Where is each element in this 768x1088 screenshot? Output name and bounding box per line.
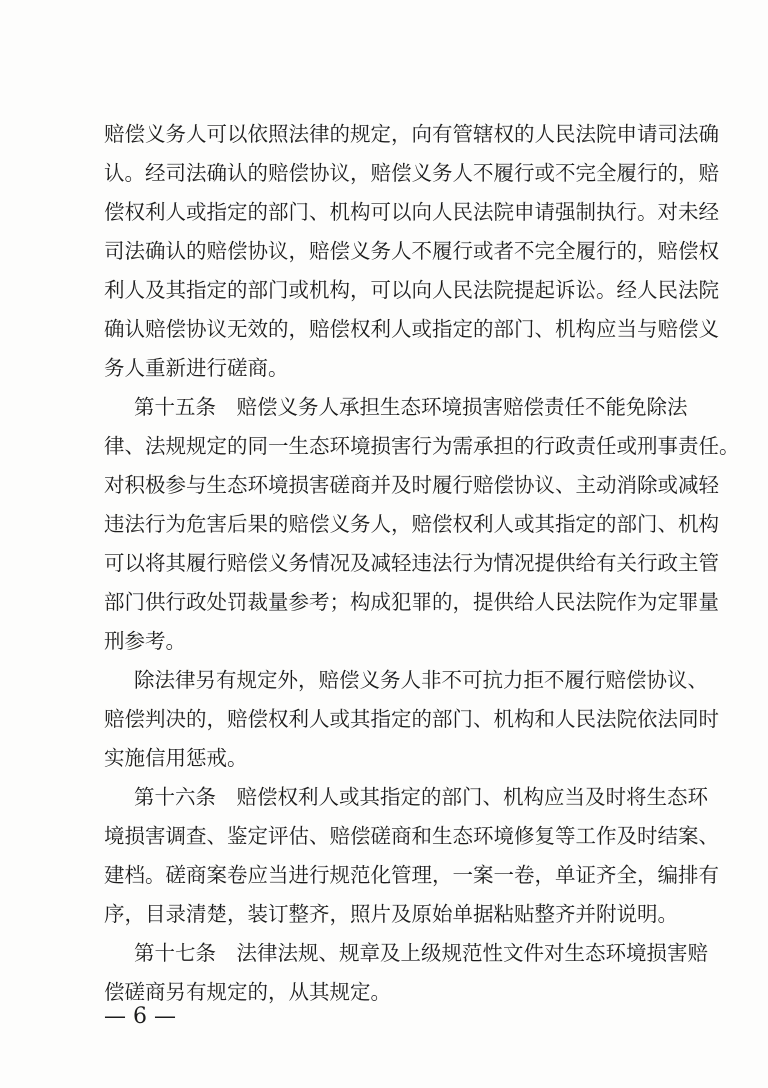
text-line: 部门供行政处罚裁量参考；构成犯罪的，提供给人民法院作为定罪量 (104, 590, 719, 614)
text-line: 建档。磋商案卷应当进行规范化管理，一案一卷，单证齐全，编排有 (104, 863, 719, 887)
text-line: 境损害调查、鉴定评估、赔偿磋商和生态环境修复等工作及时结案、 (104, 824, 719, 848)
text-line: 实施信用惩戒。 (104, 746, 248, 770)
article-16-heading-line: 第十六条 赔偿权利人或其指定的部门、机构应当及时将生态环 (134, 785, 708, 809)
text-line: 赔偿义务人可以依照法律的规定，向有管辖权的人民法院申请司法确 (104, 122, 719, 146)
article-17-heading-line: 第十七条 法律法规、规章及上级规范性文件对生态环境损害赔 (134, 941, 708, 965)
text-line: 务人重新进行磋商。 (104, 356, 289, 380)
text-line: 偿权利人或指定的部门、机构可以向人民法院申请强制执行。对未经 (104, 200, 719, 224)
text-line: 赔偿判决的，赔偿权利人或其指定的部门、机构和人民法院依法同时 (104, 707, 719, 731)
text-line: 除法律另有规定外，赔偿义务人非不可抗力拒不履行赔偿协议、 (134, 668, 708, 692)
text-line: 序，目录清楚，装订整齐，照片及原始单据粘贴整齐并附说明。 (104, 902, 678, 926)
text-line: 司法确认的赔偿协议，赔偿义务人不履行或者不完全履行的，赔偿权 (104, 239, 719, 263)
text-line: 违法行为危害后果的赔偿义务人，赔偿权利人或其指定的部门、机构 (104, 512, 719, 536)
text-line: 可以将其履行赔偿义务情况及减轻违法行为情况提供给有关行政主管 (104, 551, 719, 575)
text-line: 对积极参与生态环境损害磋商并及时履行赔偿协议、主动消除或减轻 (104, 473, 719, 497)
text-line: 确认赔偿协议无效的，赔偿权利人或指定的部门、机构应当与赔偿义 (104, 317, 719, 341)
text-line: 刑参考。 (104, 629, 186, 653)
article-15-heading-line: 第十五条 赔偿义务人承担生态环境损害赔偿责任不能免除法 (134, 395, 688, 419)
text-line: 认。经司法确认的赔偿协议，赔偿义务人不履行或不完全履行的，赔 (104, 161, 719, 185)
text-line: 律、法规规定的同一生态环境损害行为需承担的行政责任或刑事责任。 (104, 434, 740, 458)
text-line: 偿磋商另有规定的，从其规定。 (104, 980, 391, 1004)
page-number: — 6 — (104, 1004, 176, 1029)
text-line: 利人及其指定的部门或机构，可以向人民法院提起诉讼。经人民法院 (104, 278, 719, 302)
